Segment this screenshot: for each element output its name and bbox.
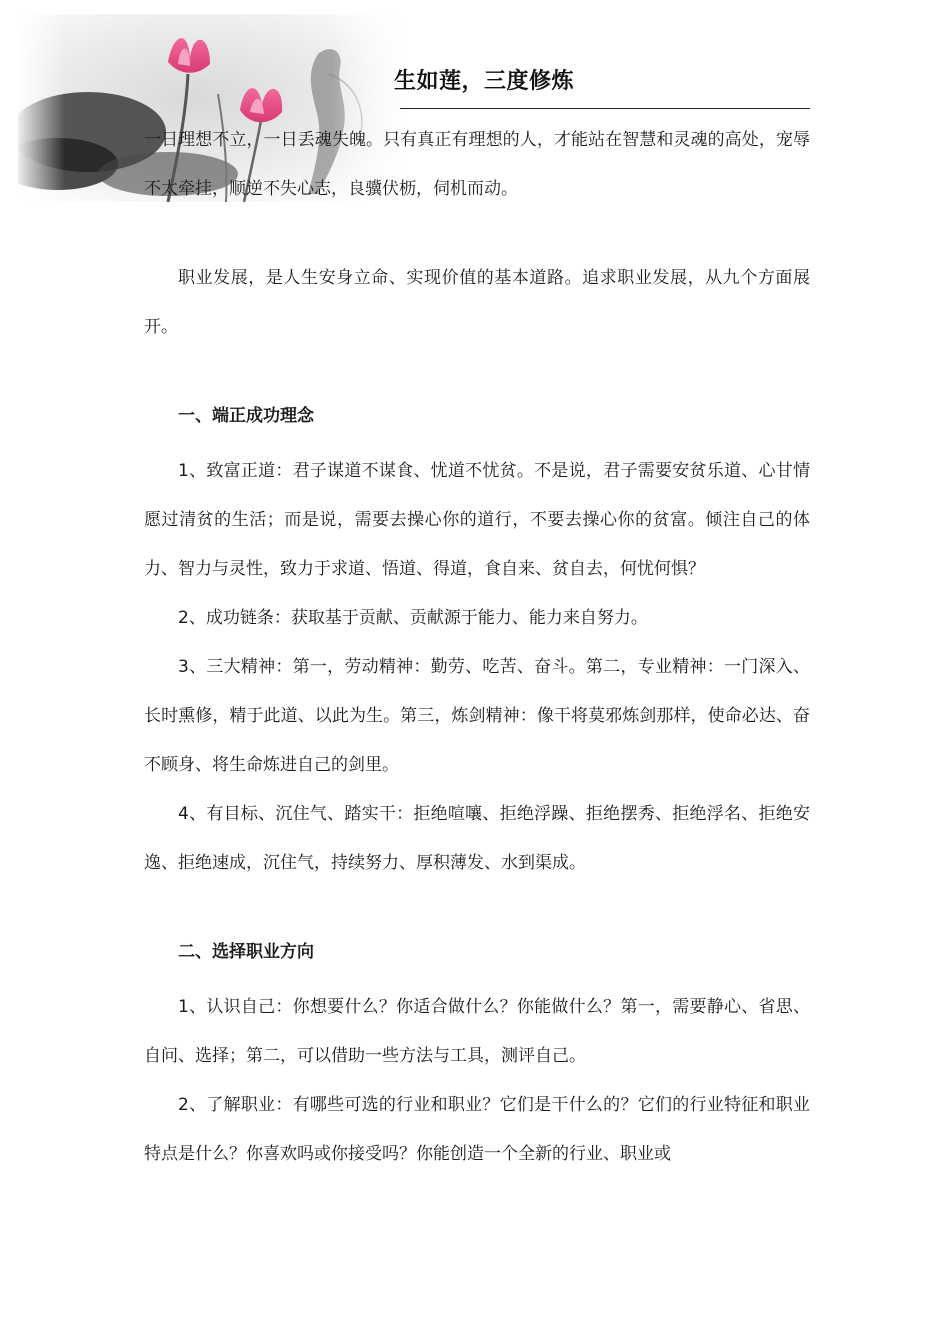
spacer	[144, 214, 810, 254]
intro-paragraph-1: 一日理想不立，一日丢魂失魄。只有真正有理想的人，才能站在智慧和灵魂的高处，宠辱不太牵挂，顺逆不失心志，良骥伏枥，伺机而动。	[144, 130, 810, 199]
section-1-item-2: 2、成功链条：获取基于贡献、贡献源于能力、能力来自努力。	[178, 608, 648, 628]
document-title: 生如莲，三度修炼	[394, 69, 575, 94]
spacer	[144, 888, 810, 928]
section-heading-1: 一、端正成功理念	[178, 406, 314, 426]
section-1-item-1: 1、致富正道：君子谋道不谋食、忧道不忧贫。不是说，君子需要安贫乐道、心甘情愿过清贫的生活；而是说，需要去操心你的道行，不要去操心你的贫富。倾注自己的体力、智力与灵性，致力于求道、悟道、得道，食自来、贫自去，何忧何惧？	[144, 461, 810, 579]
section-1-item-4: 4、有目标、沉住气、踏实干：拒绝喧嚷、拒绝浮躁、拒绝摆秀、拒绝浮名、拒绝安逸、拒绝速成，沉住气，持续努力、厚积薄发、水到渠成。	[144, 804, 810, 873]
document-body	[144, 116, 810, 1179]
section-2-item-1: 1、认识自己：你想要什么？你适合做什么？你能做什么？第一，需要静心、省思、自问、选择；第二，可以借助一些方法与工具，测评自己。	[144, 997, 810, 1066]
spacer	[144, 352, 810, 392]
section-2-item-2: 2、了解职业：有哪些可选的行业和职业？它们是干什么的？它们的行业特征和职业特点是什么？你喜欢吗或你接受吗？你能创造一个全新的行业、职业或	[144, 1095, 810, 1164]
section-heading-2: 二、选择职业方向	[178, 942, 314, 962]
section-1-item-3: 3、三大精神：第一，劳动精神：勤劳、吃苦、奋斗。第二，专业精神：一门深入、长时熏修，精于此道、以此为生。第三，炼剑精神：像干将莫邪炼剑那样，使命必达、奋不顾身、将生命炼进自己的剑里。	[144, 657, 810, 775]
title-underline	[400, 108, 810, 109]
intro-paragraph-2: 职业发展，是人生安身立命、实现价值的基本道路。追求职业发展，从九个方面展开。	[144, 268, 810, 337]
